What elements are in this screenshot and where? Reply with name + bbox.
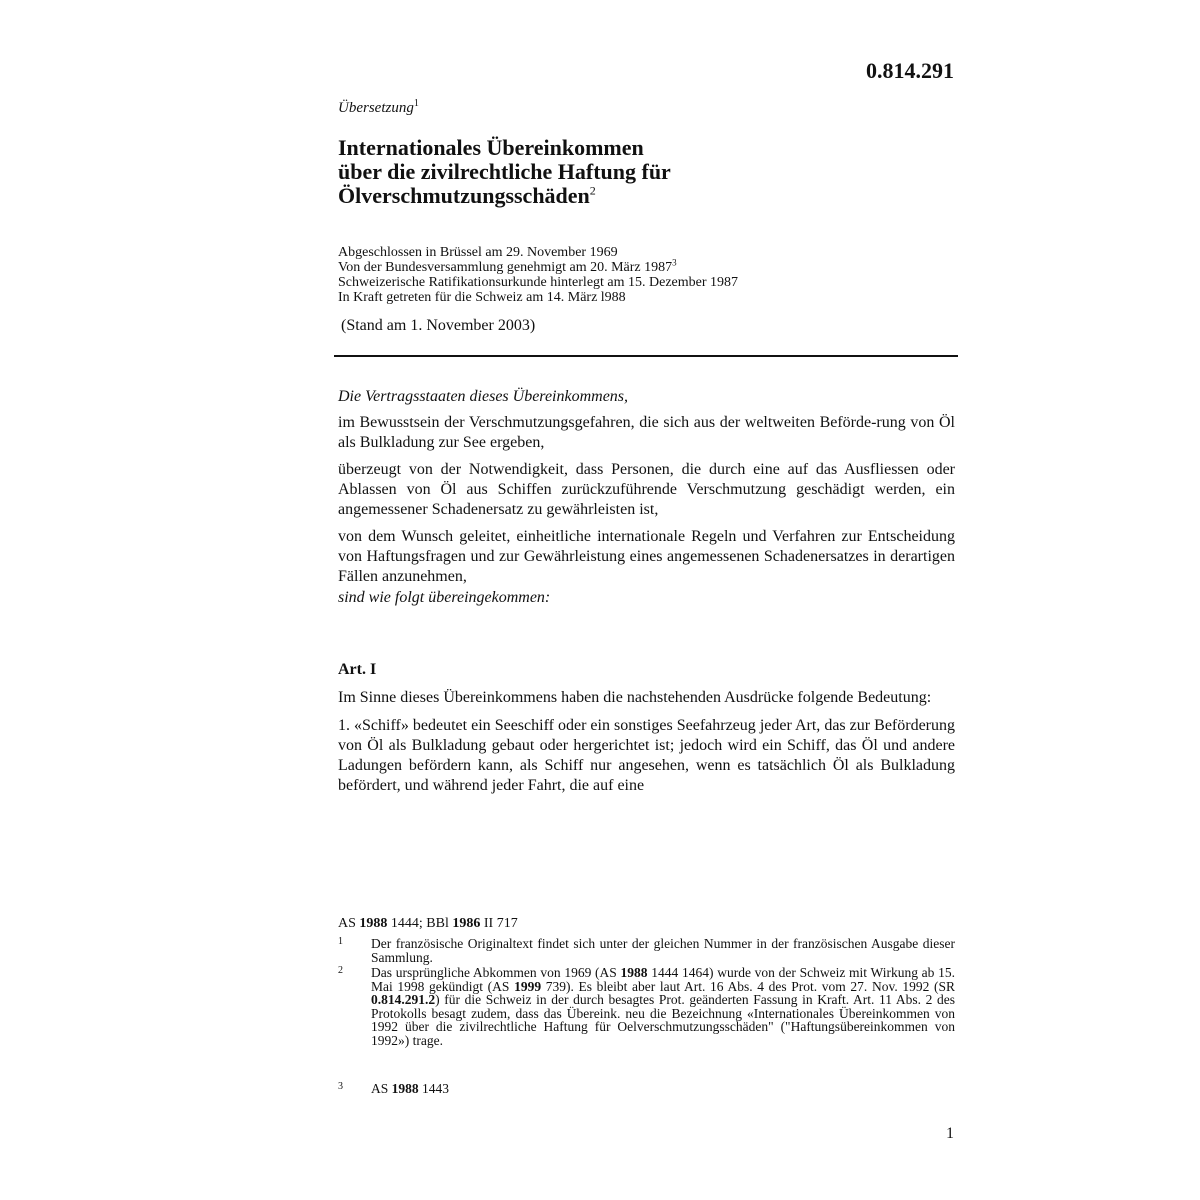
- official-reference: AS 1988 1444; BBl 1986 II 717: [338, 916, 518, 931]
- footnote: [338, 937, 955, 964]
- footnote: [338, 1082, 955, 1096]
- article-paragraph: Im Sinne dieses Übereinkommens haben die nachstehenden Ausdrücke folgende Bedeutung:: [338, 689, 932, 706]
- page-number: 1: [946, 1125, 954, 1142]
- article-heading: Art. I: [338, 661, 377, 678]
- footnote-number: 3: [338, 1081, 343, 1092]
- preamble: [338, 387, 955, 608]
- footnote: [338, 966, 955, 1047]
- preamble-paragraph: überzeugt von der Notwendigkeit, dass Personen, die durch eine auf das Ausfliessen oder Ablassen von Öl aus Schiffen zurückzuführende Verschmutzung geschädigt werden, ein angemessener Schadenersatz zu gewährleisten ist,: [338, 461, 955, 518]
- preamble-closing: sind wie folgt übereingekommen:: [338, 589, 551, 606]
- preamble-paragraph: von dem Wunsch geleitet, einheitliche internationale Regeln und Verfahren zur Entscheidung von Haftungsfragen und zur Gewährleistung eines angemessenen Schadenersatzes in derartigen Fällen anzunehmen,: [338, 528, 955, 585]
- document-metadata: Abgeschlossen in Brüssel am 29. November 1969 Von der Bundesversammlung genehmigt am 20. März 1987$^3$ Schweizerische Ratifikationsurkunde hinterlegt am 15. Dezember 1987 In Kraft getreten für die Schweiz am 14. März l988: [338, 245, 739, 305]
- footnote-text: Der französische Originaltext findet sich unter der gleichen Nummer in der französischen Ausgabe dieser Sammlung.: [371, 936, 955, 965]
- preamble-paragraph: im Bewusstsein der Verschmutzungsgefahren, die sich aus der weltweiten Beförde-rung von Öl als Bulkladung zur See ergeben,: [338, 414, 955, 451]
- divider: [334, 355, 958, 357]
- document-title: Internationales Übereinkommen über die zivilrechtliche Haftung für Ölverschmutzungsschäden$^2$: [338, 135, 671, 208]
- preamble-intro: Die Vertragsstaaten dieses Übereinkommens,: [338, 388, 629, 405]
- footnote-ref[interactable]: 1: [413, 98, 419, 109]
- document-number: 0.814.291: [866, 58, 954, 83]
- translation-label: Übersetzung$^1$: [338, 98, 419, 116]
- status-date: (Stand am 1. November 2003): [341, 317, 536, 334]
- footnote-ref[interactable]: 3: [672, 257, 677, 268]
- article-body: [338, 688, 955, 804]
- article-paragraph: 1. «Schiff» bedeutet ein Seeschiff oder ein sonstiges Seefahrzeug jeder Art, das zur Beförderung von Öl als Bulkladung gebaut oder hergerichtet ist; jedoch wird ein Schiff, das Öl und andere Ladungen befördern kann, als Schiff nur angesehen, wenn es tatsächlich Öl als Bulkladung befördert, und während jeder Fahrt, die auf eine: [338, 717, 955, 794]
- footnote-number: 1: [338, 936, 343, 947]
- footnote-number: 2: [338, 965, 343, 976]
- footnote-text: Das ursprüngliche Abkommen von 1969 (AS 1988 1444 1464) wurde von der Schweiz mit Wirkung ab 15. Mai 1998 gekündigt (AS 1999 739). Es bleibt aber laut Art. 16 Abs. 4 des Prot. vom 27. Nov. 1992 (SR 0.814.291.2) für die Schweiz in der durch besagtes Prot. geänderten Fassung in Kraft. Art. 11 Abs. 2 des Protokolls besagt zudem, dass das Übereink. neu die Bezeichnung «Internationales Übereinkommen von 1992 über die zivilrechtliche Haftung für Oelverschmutzungsschäden" ("Haftungsübereinkommen von 1992») trage.: [371, 965, 956, 1048]
- footnote-ref[interactable]: 2: [589, 183, 596, 198]
- footnote-text: AS 1988 1443: [371, 1081, 450, 1096]
